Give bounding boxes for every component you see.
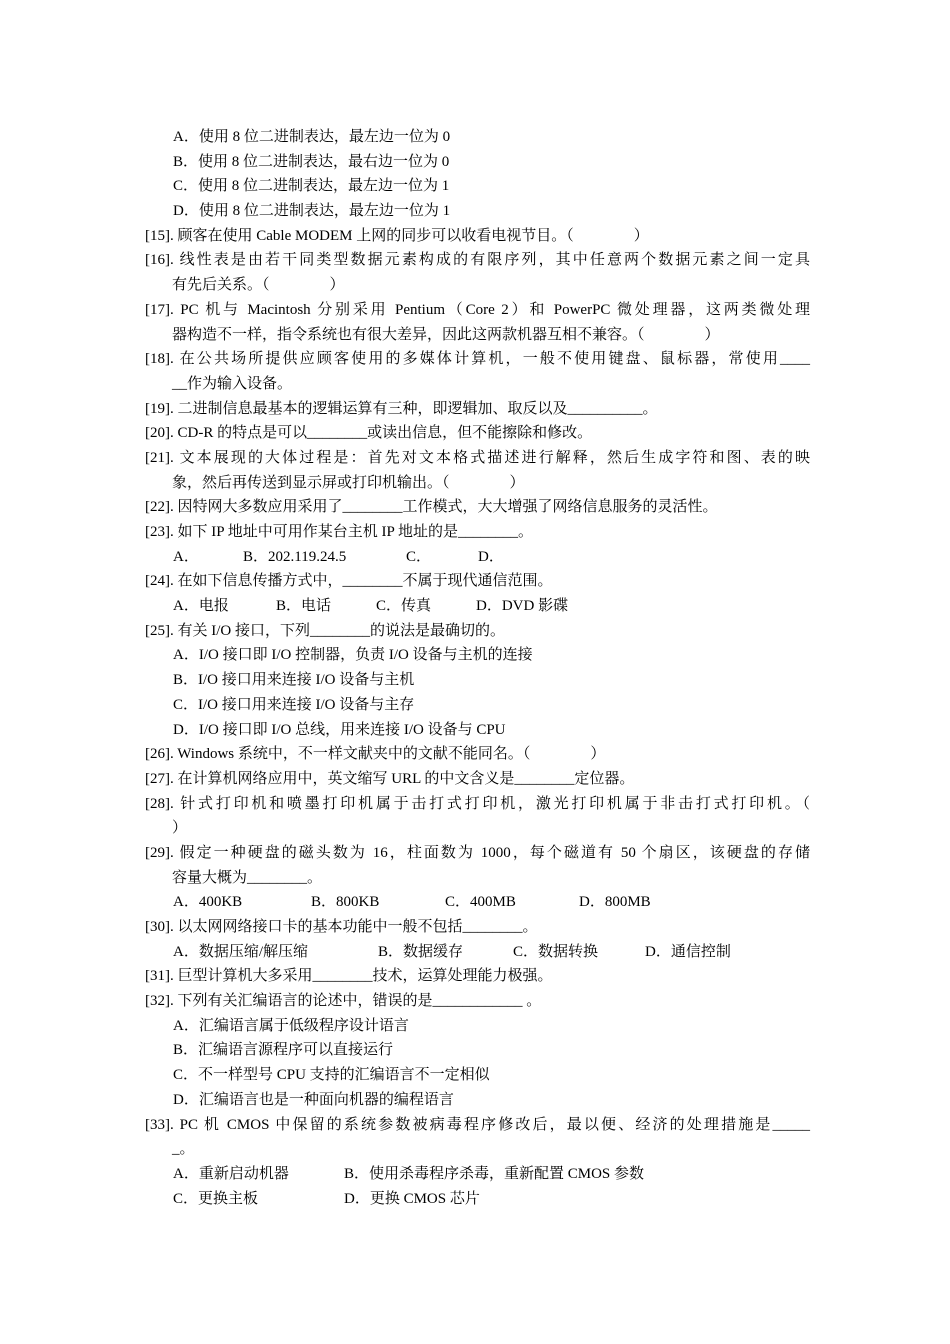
question-text: [19]. 二进制信息最基本的逻辑运算有三种，即逻辑加、取反以及__________。 [145, 400, 658, 417]
question-text: [29]. 假定一种硬盘的磁头数为 16，柱面数为 1000，每个磁道有 50 个扇区，该硬盘的存储 [145, 844, 810, 861]
question-text: [26]. Windows 系统中，不一样文献夹中的文献不能同名。（ ） [145, 746, 606, 763]
option-item: B．电话 [276, 598, 332, 615]
question-continuation: ） [172, 820, 188, 837]
option-item: C． [406, 548, 432, 565]
option-item: D．DVD 影碟 [476, 598, 569, 615]
question-list [145, 125, 810, 1211]
question-continuation: 象，然后再传送到显示屏或打印机输出。（ ） [172, 474, 525, 491]
option-item: B．800KB [311, 894, 380, 911]
option-item: C．400MB [445, 894, 516, 911]
option-text: B．汇编语言源程序可以直接运行 [173, 1042, 394, 1059]
question-text: [31]. 巨型计算机大多采用________技术，运算处理能力极强。 [145, 968, 553, 985]
option-item: D．800MB [579, 894, 651, 911]
option-text: C．I/O 接口用来连接 I/O 设备与主存 [173, 696, 415, 713]
option-row [145, 594, 810, 619]
question-text: [27]. 在计算机网络应用中，英文缩写 URL 的中文含义是________定位器。 [145, 770, 635, 787]
question-text: [18]. 在公共场所提供应顾客使用的多媒体计算机，一般不使用键盘、鼠标器，常使用____ [145, 351, 810, 368]
option-text: D．汇编语言也是一种面向机器的编程语言 [173, 1091, 454, 1108]
option-item: D．更换 CMOS 芯片 [344, 1190, 480, 1207]
option-item: D． [478, 548, 504, 565]
option-item: C．更换主板 [173, 1190, 259, 1207]
question-text: [28]. 针式打印机和喷墨打印机属于击打式打印机，激光打印机属于非击打式打印机。（ [145, 795, 810, 812]
option-row [145, 1162, 810, 1187]
question-text: [25]. 有关 I/O 接口，下列________的说法是最确切的。 [145, 622, 505, 639]
question-text: [20]. CD-R 的特点是可以________或读出信息，但不能擦除和修改。 [145, 425, 593, 442]
option-row [145, 890, 810, 915]
question-text: [22]. 因特网大多数应用采用了________工作模式，大大增强了网络信息服务的灵活性。 [145, 499, 718, 516]
question-text: [32]. 下列有关汇编语言的论述中，错误的是____________ 。 [145, 993, 542, 1010]
option-item: B．使用杀毒程序杀毒，重新配置 CMOS 参数 [344, 1165, 645, 1182]
option-row [145, 1187, 810, 1212]
option-text: B．使用 8 位二进制表达，最右边一位为 0 [173, 153, 450, 170]
option-item: A． [173, 548, 199, 565]
question-text: [17]. PC 机与 Macintosh 分别采用 Pentium（Core 2）和 PowerPC 微处理器，这两类微处理 [145, 301, 810, 318]
option-text: D．使用 8 位二进制表达，最左边一位为 1 [173, 203, 451, 220]
question-continuation: __作为输入设备。 [172, 375, 293, 392]
option-text: A．使用 8 位二进制表达，最左边一位为 0 [173, 129, 451, 145]
question-text: [16]. 线性表是由若干同类型数据元素构成的有限序列，其中任意两个数据元素之间一定具 [145, 252, 810, 269]
question-text: [30]. 以太网网络接口卡的基本功能中一般不包括________。 [145, 919, 538, 935]
option-item: A．电报 [173, 598, 229, 615]
option-item: A．重新启动机器 [173, 1165, 289, 1182]
option-text: A．汇编语言属于低级程序设计语言 [173, 1017, 409, 1034]
option-text: D．I/O 接口即 I/O 总线，用来连接 I/O 设备与 CPU [173, 721, 506, 738]
option-item: D．通信控制 [645, 943, 731, 960]
option-row [145, 545, 810, 570]
question-continuation: 器构造不一样，指令系统也有很大差异，因此这两款机器互相不兼容。（ ） [172, 326, 720, 343]
option-text: B．I/O 接口用来连接 I/O 设备与主机 [173, 672, 415, 689]
option-item: B．数据缓存 [378, 943, 464, 960]
question-continuation: 有先后关系。（ ） [172, 277, 345, 294]
option-text: C．不一样型号 CPU 支持的汇编语言不一定相似 [173, 1067, 490, 1084]
option-text: A．I/O 接口即 I/O 控制器，负责 I/O 设备与主机的连接 [173, 647, 533, 664]
option-item: B．202.119.24.5 [243, 548, 347, 565]
question-continuation: _。 [172, 1141, 195, 1158]
question-text: [33]. PC 机 CMOS 中保留的系统参数被病毒程序修改后，最以便、经济的处理措施是_____ [145, 1116, 810, 1133]
option-item: C．数据转换 [513, 943, 599, 960]
option-item: A．数据压缩/解压缩 [173, 943, 309, 960]
question-text: [23]. 如下 IP 地址中可用作某台主机 IP 地址的是________。 [145, 524, 534, 540]
question-continuation: 容量大概为________。 [172, 869, 323, 886]
option-item: A．400KB [173, 894, 243, 911]
option-item: C．传真 [376, 598, 432, 615]
option-row [145, 940, 810, 965]
question-text: [21]. 文本展现的大体过程是：首先对文本格式描述进行解释，然后生成字符和图、表的映 [145, 449, 810, 466]
question-text: [15]. 顾客在使用 Cable MODEM 上网的同步可以收看电视节目。（ ） [145, 227, 649, 244]
question-text: [24]. 在如下信息传播方式中，________不属于现代通信范围。 [145, 573, 553, 590]
option-text: C．使用 8 位二进制表达，最左边一位为 1 [173, 178, 450, 195]
